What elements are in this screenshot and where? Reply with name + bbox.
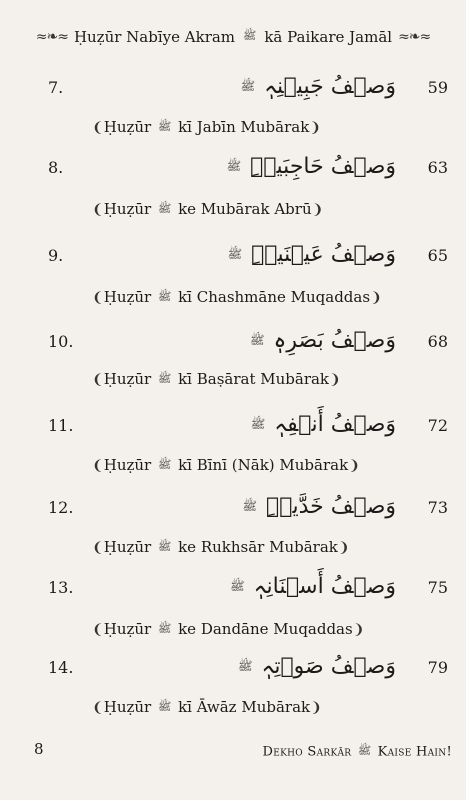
arabic-heading (236, 654, 396, 679)
page-reference: 72 (427, 416, 448, 435)
entry-number: 12. (48, 498, 74, 517)
salutation-seal-icon: ﷺ (242, 498, 258, 513)
bracket-left-icon: ❨ (92, 458, 104, 474)
arabic-text: وَصۡفُ حَاجِبَیۡہِ (250, 154, 396, 179)
entry-number: 14. (48, 658, 74, 677)
salutation-seal-icon: ﷺ (158, 202, 172, 215)
entry-number: 10. (48, 332, 74, 351)
running-header (0, 28, 466, 46)
bracket-right-icon: ❩ (370, 290, 382, 306)
salutation-seal-icon: ﷺ (158, 120, 172, 133)
bracket-right-icon: ❩ (311, 202, 324, 218)
toc-entry (0, 492, 466, 530)
salutation-seal-icon: ﷺ (158, 458, 172, 471)
subtitle-post: ke Mubārak Abrū (178, 200, 312, 218)
bracket-left-icon: ❨ (92, 120, 104, 136)
entry-number: 9. (48, 246, 64, 265)
entry-subtitle (92, 538, 350, 556)
arabic-heading (241, 494, 396, 519)
toc-entry (0, 410, 466, 448)
subtitle-pre: Ḥuẓūr (103, 200, 152, 218)
salutation-seal-icon: ﷺ (250, 416, 266, 431)
bracket-right-icon: ❩ (329, 372, 341, 388)
salutation-seal-icon: ﷺ (357, 744, 372, 757)
salutation-seal-icon: ﷺ (226, 158, 242, 173)
salutation-seal-icon: ﷺ (227, 246, 243, 261)
page-reference: 68 (427, 332, 448, 351)
subtitle-post: kī Bīnī (Nāk) Mubārak (178, 456, 349, 474)
entry-subtitle (92, 288, 382, 306)
salutation-seal-icon: ﷺ (243, 29, 257, 42)
salutation-seal-icon: ﷺ (158, 700, 172, 713)
subtitle-post: ke Dandāne Muqaddas (178, 620, 353, 638)
arabic-heading (228, 574, 396, 599)
entry-number: 13. (48, 578, 74, 597)
toc-entry (0, 652, 466, 690)
salutation-seal-icon: ﷺ (158, 290, 172, 303)
salutation-seal-icon: ﷺ (249, 332, 265, 347)
subtitle-pre: Ḥuẓūr (103, 538, 152, 556)
page-reference: 75 (427, 578, 448, 597)
subtitle-pre: Ḥuẓūr (103, 456, 152, 474)
subtitle-pre: Ḥuẓūr (103, 698, 152, 716)
entry-subtitle (92, 200, 323, 218)
bracket-right-icon: ❩ (348, 458, 360, 474)
entry-number: 7. (48, 78, 64, 97)
bracket-left-icon: ❨ (92, 700, 104, 716)
arabic-text: وَصۡفُ جَبِیۡنِہٖ (264, 74, 396, 99)
entry-subtitle (92, 370, 341, 388)
salutation-seal-icon: ﷺ (230, 578, 245, 593)
arabic-heading (225, 154, 396, 179)
subtitle-pre: Ḥuẓūr (103, 118, 152, 136)
toc-entry (0, 326, 466, 364)
toc-entry (0, 572, 466, 610)
subtitle-pre: Ḥuẓūr (103, 370, 152, 388)
entry-number: 11. (48, 416, 74, 435)
header-title-part1: Ḥuẓūr Nabīye Akram (73, 28, 236, 46)
bracket-left-icon: ❨ (92, 290, 104, 306)
bracket-right-icon: ❩ (352, 622, 365, 638)
page-reference: 63 (427, 158, 448, 177)
arabic-heading (226, 242, 396, 267)
bracket-left-icon: ❨ (92, 622, 104, 638)
bracket-left-icon: ❨ (92, 202, 104, 218)
arabic-heading (248, 328, 396, 353)
salutation-seal-icon: ﷺ (240, 78, 256, 93)
ornament-left-icon: ≈❧≈ (35, 29, 68, 45)
arabic-text: وَصۡفُ أَسۡنَانِہٖ (253, 574, 396, 599)
ornament-right-icon: ≈❧≈ (398, 29, 431, 45)
arabic-text: وَصۡفُ خَدَّیۡہِ (266, 494, 396, 519)
bracket-right-icon: ❩ (309, 120, 322, 136)
entry-subtitle (92, 620, 364, 638)
subtitle-post: ke Rukhsār Mubārak (178, 538, 338, 556)
page-reference: 59 (427, 78, 448, 97)
salutation-seal-icon: ﷺ (237, 658, 253, 673)
subtitle-post: kī Baṣārat Mubārak (178, 370, 330, 388)
subtitle-pre: Ḥuẓūr (103, 620, 152, 638)
bracket-left-icon: ❨ (92, 540, 104, 556)
entry-subtitle (92, 118, 321, 136)
footer-title-part1: Dekho Sarkār (262, 744, 352, 760)
salutation-seal-icon: ﷺ (158, 372, 172, 385)
running-footer (263, 744, 452, 760)
toc-entry (0, 152, 466, 190)
page-reference: 65 (427, 246, 448, 265)
arabic-text: وَصۡفُ صَوۡتِہٖ (261, 654, 396, 679)
footer-title-part2: Kaise Hain! (377, 744, 452, 760)
subtitle-post: kī Āwāz Mubārak (178, 698, 311, 716)
salutation-seal-icon: ﷺ (158, 540, 172, 553)
header-title-part2: kā Paikare Jamāl (264, 28, 393, 46)
toc-entry (0, 72, 466, 110)
bracket-right-icon: ❩ (310, 700, 322, 716)
page-reference: 73 (427, 498, 448, 517)
subtitle-pre: Ḥuẓūr (103, 288, 152, 306)
toc-entry (0, 240, 466, 278)
arabic-heading (239, 74, 396, 99)
page-number: 8 (34, 740, 44, 758)
entry-number: 8. (48, 158, 64, 177)
arabic-text: وَصۡفُ بَصَرِہٖ (273, 328, 396, 353)
arabic-text: وَصۡفُ أَنۡفِہٖ (274, 412, 396, 437)
subtitle-post: kī Chashmāne Muqaddas (178, 288, 371, 306)
bracket-right-icon: ❩ (337, 540, 350, 556)
entry-subtitle (92, 698, 322, 716)
bracket-left-icon: ❨ (92, 372, 104, 388)
entry-subtitle (92, 456, 360, 474)
arabic-heading (249, 412, 396, 437)
arabic-text: وَصۡفُ عَیۡنَیۡہِ (251, 242, 396, 267)
subtitle-post: kī Jabīn Mubārak (178, 118, 310, 136)
salutation-seal-icon: ﷺ (158, 622, 172, 635)
page-reference: 79 (427, 658, 448, 677)
